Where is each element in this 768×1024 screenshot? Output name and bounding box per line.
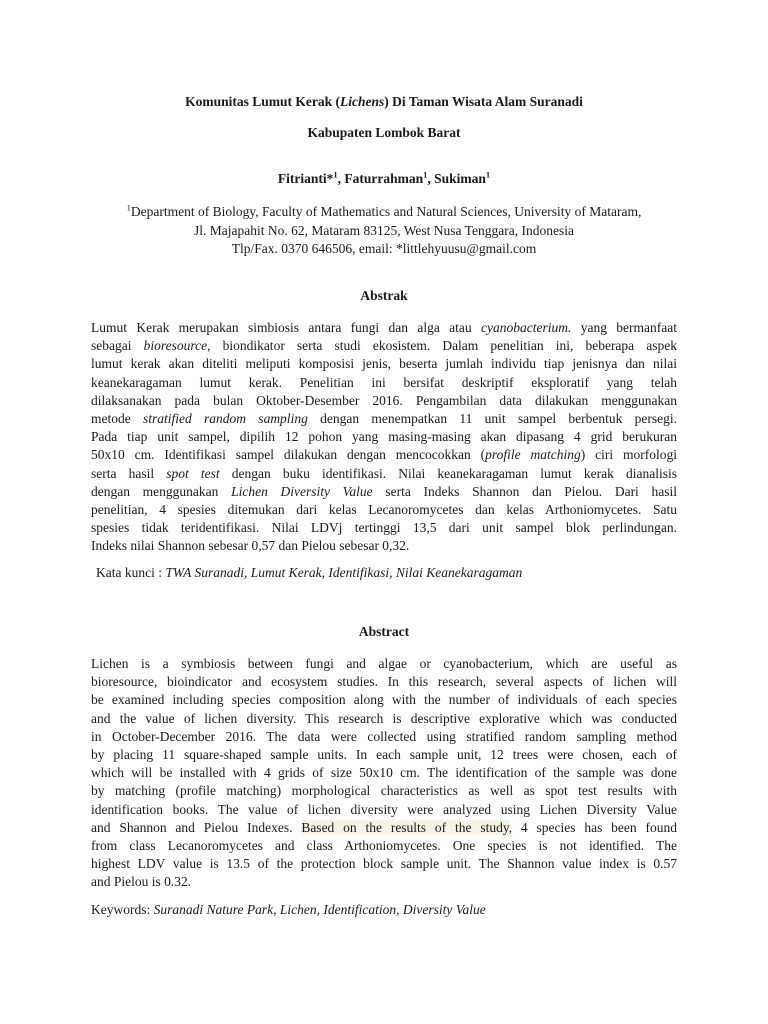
text-run: , 4 species has been found bbox=[508, 819, 678, 835]
author-name: , Sukiman bbox=[427, 171, 486, 186]
highlighted-text: Based on the results of the study bbox=[301, 819, 509, 835]
abstract-line bbox=[91, 673, 677, 691]
abstract-line bbox=[91, 782, 677, 800]
italic-term: bioresource bbox=[143, 338, 208, 354]
abstract-line bbox=[91, 855, 677, 873]
italic-term: spot test bbox=[166, 465, 220, 481]
abstract-body bbox=[91, 655, 677, 892]
text-run: yang bermanfaat bbox=[571, 320, 677, 335]
abstrak-line bbox=[91, 501, 677, 519]
paper-title-line2: Kabupaten Lombok Barat bbox=[307, 125, 461, 140]
abstract-line bbox=[91, 746, 677, 764]
text-run: ) ciri morfologi bbox=[580, 447, 677, 463]
text-run: bioresource, bioindicator and ecosystem studies. In this research, several aspects of lichen will bbox=[91, 674, 677, 690]
abstrak-line bbox=[91, 410, 677, 428]
keywords bbox=[91, 902, 486, 918]
affiliation-block bbox=[60, 203, 708, 259]
text-run: metode bbox=[91, 411, 144, 427]
abstrak-line bbox=[91, 355, 677, 373]
abstrak-heading: Abstrak bbox=[360, 288, 408, 303]
abstract-line bbox=[91, 873, 677, 891]
italic-term: cyanobacterium. bbox=[481, 320, 572, 335]
text-run: Lichen is a symbiosis between fungi and algae or cyanobacterium, which are useful as bbox=[91, 656, 677, 671]
text-run: dengan menggunakan bbox=[91, 483, 232, 499]
text-run: Pada tiap unit sampel, dipilih 12 pohon yang masing-masing akan dipasang 4 grid berukuran bbox=[91, 429, 677, 445]
affiliation-marker: 1 bbox=[423, 169, 428, 180]
abstract-line bbox=[91, 710, 677, 728]
affiliation-marker: 1 bbox=[126, 202, 131, 213]
text-run: spesies tidak teridentifikasi. Nilai LDVj tertinggi 13,5 dari unit sampel blok perlindungan. bbox=[91, 520, 677, 536]
affiliation-marker: 1 bbox=[485, 169, 491, 180]
affiliation-line: Tlp/Fax. 0370 646506, email: *littlehyuusu@gmail.com bbox=[231, 241, 537, 256]
abstrak-line bbox=[91, 428, 677, 446]
italic-term: stratified random sampling bbox=[143, 411, 308, 427]
italic-term: profile matching bbox=[485, 447, 581, 463]
abstrak-line bbox=[91, 446, 677, 464]
text-run: dengan menempatkan 11 unit sampel berbentuk persegi. bbox=[307, 411, 677, 427]
abstrak-line bbox=[91, 537, 677, 555]
affiliation-text: Department of Biology, Faculty of Mathematics and Natural Sciences, University of Mataram, bbox=[130, 204, 642, 219]
abstract-line bbox=[91, 819, 677, 837]
abstract-line bbox=[91, 655, 677, 673]
keywords-text: TWA Suranadi, Lumut Kerak, Identifikasi, Nilai Keanekaragaman bbox=[165, 565, 523, 580]
text-run: from class Lecanoromycetes and class Arthoniomycetes. One species is not identified. The bbox=[91, 838, 677, 854]
abstract-line bbox=[91, 728, 677, 746]
text-run: dengan buku identifikasi. Nilai keanekaragaman lumut kerak dianalisis bbox=[219, 465, 677, 481]
author-name: , Faturrahman bbox=[337, 171, 424, 186]
abstrak-line bbox=[91, 519, 677, 537]
text-run: and Pielou is 0.32. bbox=[91, 874, 192, 890]
abstract-line bbox=[91, 691, 677, 709]
paper-title-line1 bbox=[60, 93, 708, 111]
abstrak-line bbox=[91, 483, 677, 501]
text-run: in October-December 2016. The data were collected using stratified random sampling method bbox=[91, 728, 677, 744]
italic-term: Lichen Diversity Value bbox=[231, 483, 373, 499]
kata-kunci bbox=[96, 565, 522, 581]
text-run: by matching (profile matching) morphological characteristics as well as spot test results with bbox=[91, 783, 677, 799]
title-text: Komunitas Lumut Kerak ( bbox=[185, 94, 340, 109]
text-run: by placing 11 square-shaped sample units. In each sample unit, 12 trees were chosen, each of bbox=[91, 747, 677, 763]
affiliation-marker: 1 bbox=[333, 169, 338, 180]
text-run: serta hasil bbox=[91, 465, 167, 481]
keywords-text: Suranadi Nature Park, Lichen, Identification, Diversity Value bbox=[153, 902, 486, 917]
affiliation-line: Jl. Majapahit No. 62, Mataram 83125, West Nusa Tenggara, Indonesia bbox=[194, 222, 574, 238]
abstrak-line bbox=[91, 374, 677, 392]
author-list bbox=[60, 171, 708, 187]
text-run: be examined including species composition along with the number of individuals of each species bbox=[91, 692, 677, 708]
title-italic: Lichens bbox=[339, 94, 385, 109]
abstrak-line bbox=[91, 337, 677, 355]
text-run: sebagai bbox=[91, 338, 144, 354]
text-run: and Shannon and Pielou Indexes. bbox=[91, 819, 302, 835]
author-name: Fitrianti* bbox=[277, 171, 334, 186]
keywords-label: Kata kunci : bbox=[96, 565, 166, 580]
text-run: keanekaragaman lumut kerak. Penelitian ini bersifat deskriptif eksploratif yang telah bbox=[91, 374, 677, 390]
text-run: serta Indeks Shannon dan Pielou. Dari hasil bbox=[372, 483, 677, 499]
text-run: identification books. The value of lichen diversity were analyzed using Lichen Diversity Value bbox=[91, 801, 677, 817]
text-run: penelitian, 4 spesies ditemukan dari kelas Lecanoromycetes dan kelas Arthoniomycetes. Satu bbox=[91, 502, 677, 518]
abstrak-line bbox=[91, 319, 677, 337]
abstrak-line bbox=[91, 465, 677, 483]
abstract-line bbox=[91, 837, 677, 855]
text-run: highest LDV value is 13.5 of the protection block sample unit. The Shannon value index is 0.57 bbox=[91, 856, 677, 872]
abstrak-body bbox=[91, 319, 677, 556]
text-run: Lumut Kerak merupakan simbiosis antara fungi dan alga atau bbox=[91, 320, 481, 335]
abstract-heading: Abstract bbox=[358, 624, 410, 639]
text-run: dilaksanakan pada bulan Oktober-Desember 2016. Pengambilan data dilakukan menggunakan bbox=[91, 392, 677, 408]
title-text: ) Di Taman Wisata Alam Suranadi bbox=[384, 94, 583, 109]
abstract-line bbox=[91, 764, 677, 782]
text-run: 50x10 cm. Identifikasi sampel dilakukan dengan mencocokkan ( bbox=[91, 447, 486, 463]
text-run: Indeks nilai Shannon sebesar 0,57 dan Pielou sebesar 0,32. bbox=[91, 538, 410, 554]
text-run: which will be installed with 4 grids of size 50x10 cm. The identification of the sample was done bbox=[91, 765, 677, 781]
keywords-label: Keywords: bbox=[91, 902, 154, 917]
abstrak-line bbox=[91, 392, 677, 410]
text-run: , biondikator serta studi ekosistem. Dalam penelitian ini, beberapa aspek bbox=[207, 338, 678, 354]
affiliation-line bbox=[60, 203, 708, 222]
text-run: lumut kerak akan diteliti meliputi komposisi jenis, beserta jumlah individu tiap jenisnya dan nilai bbox=[91, 356, 677, 372]
text-run: and the value of lichen diversity. This research is descriptive explorative which was conducted bbox=[91, 710, 677, 726]
abstract-line bbox=[91, 801, 677, 819]
